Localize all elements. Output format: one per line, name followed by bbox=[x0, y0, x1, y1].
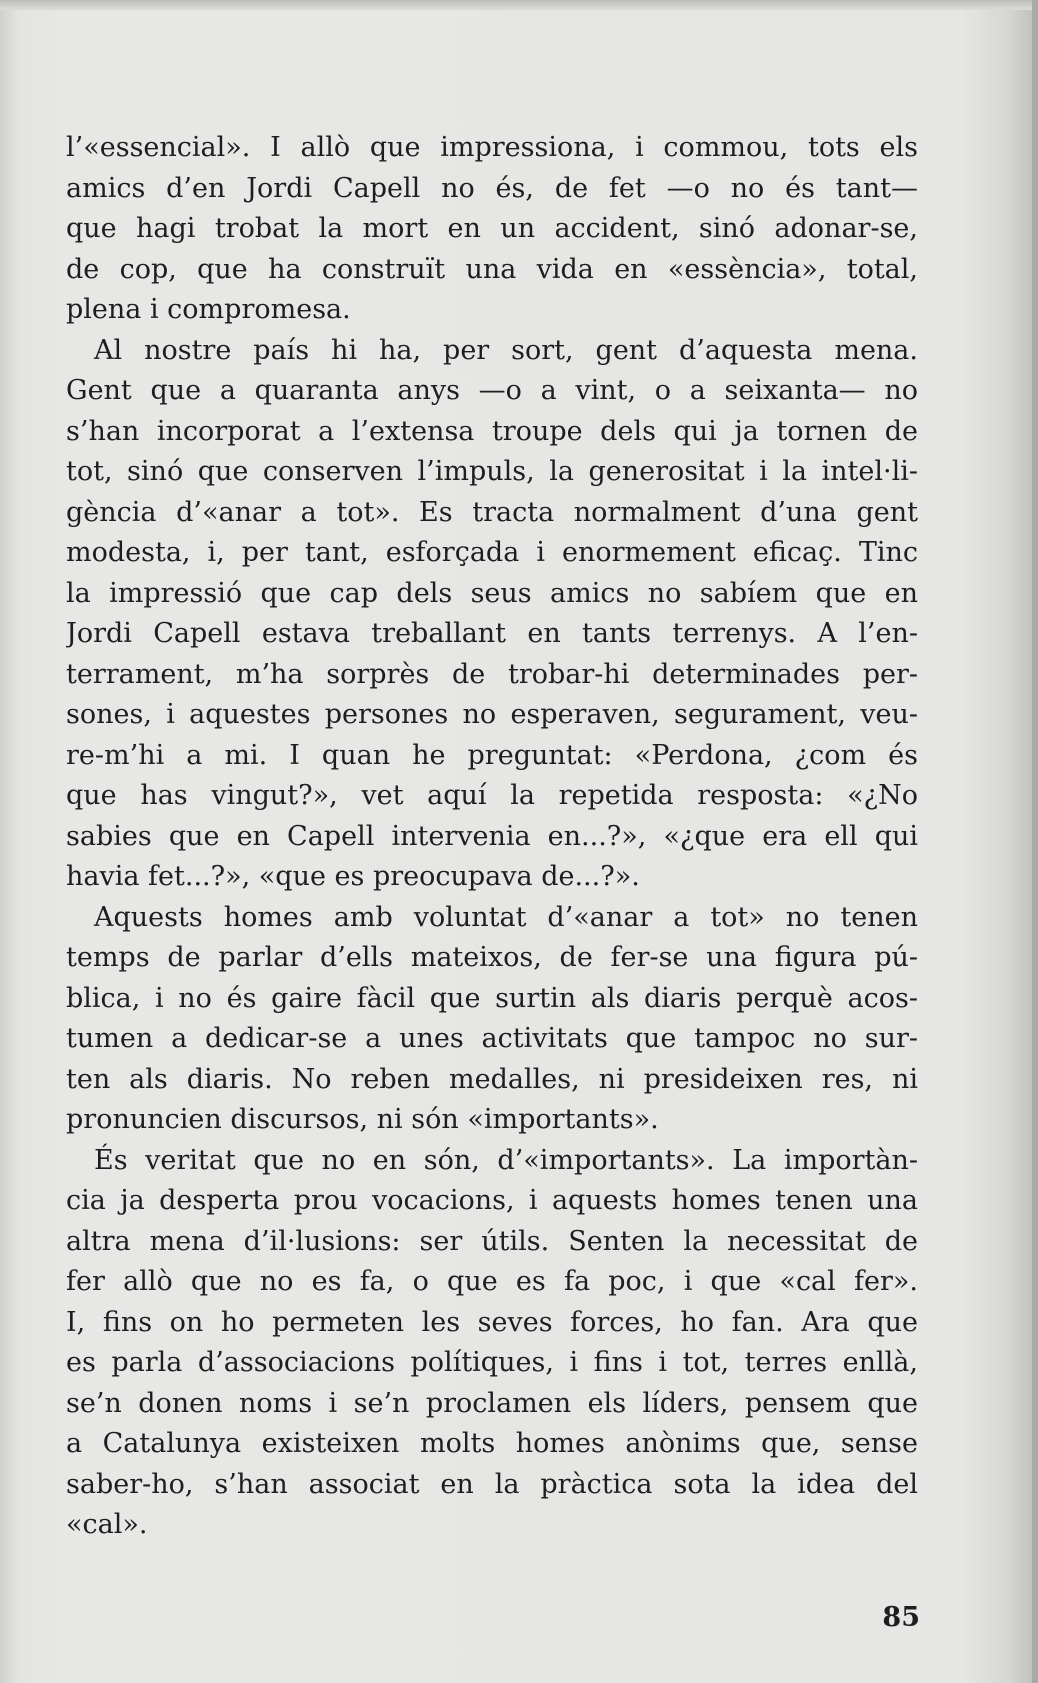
text-line: cia ja desperta prou vocacions, i aquests homes tenen una bbox=[66, 1185, 918, 1216]
text-line: fer allò que no es fa, o que es fa poc, i que «cal fer». bbox=[66, 1266, 918, 1297]
text-line: gència d’«anar a tot». Es tracta normalment d’una gent bbox=[66, 496, 918, 528]
text-line: sabies que en Capell intervenia en...?», «¿que era ell qui bbox=[66, 820, 918, 852]
text-line: I, fins on ho permeten les seves forces, ho fan. Ara que bbox=[66, 1306, 918, 1338]
text-line: tumen a dedicar-se a unes activitats que tampoc no sur- bbox=[66, 1023, 918, 1054]
text-line: havia fet...?», «que es preocupava de...?». bbox=[66, 861, 640, 892]
text-line: Jordi Capell estava treballant en tants terrenys. A l’en- bbox=[66, 618, 918, 649]
text-line: Al nostre país hi ha, per sort, gent d’aquesta mena. bbox=[94, 334, 918, 366]
text-line: se’n donen noms i se’n proclamen els líders, pensem que bbox=[66, 1387, 918, 1419]
page-top-edge bbox=[0, 0, 1038, 10]
text-line: amics d’en Jordi Capell no és, de fet —o no és tant— bbox=[66, 172, 918, 204]
page-number: 85 bbox=[882, 1602, 920, 1633]
text-line: es parla d’associacions polítiques, i fins i tot, terres enllà, bbox=[66, 1347, 918, 1378]
text-line: tot, sinó que conserven l’impuls, la generositat i la intel·li- bbox=[66, 456, 918, 487]
text-line: Aquests homes amb voluntat d’«anar a tot» no tenen bbox=[94, 901, 918, 933]
text-line: És veritat que no en són, d’«importants». La importàn- bbox=[94, 1144, 918, 1176]
text-line: Gent que a quaranta anys —o a vint, o a seixanta— no bbox=[66, 375, 918, 406]
text-line: «cal». bbox=[66, 1509, 148, 1540]
text-line: saber-ho, s’han associat en la pràctica sota la idea del bbox=[66, 1468, 918, 1500]
text-line: l’«essencial». I allò que impressiona, i commou, tots els bbox=[66, 132, 918, 163]
text-line: ten als diaris. No reben medalles, ni presideixen res, ni bbox=[66, 1063, 918, 1095]
page-binding-edge bbox=[1032, 0, 1038, 1683]
text-line: sones, i aquestes persones no esperaven, segurament, veu- bbox=[66, 699, 918, 730]
text-line: pronuncien discursos, ni són «importants». bbox=[66, 1104, 659, 1135]
text-line: modesta, i, per tant, esforçada i enormement eficaç. Tinc bbox=[66, 537, 918, 568]
text-line: que has vingut?», vet aquí la repetida resposta: «¿No bbox=[66, 780, 918, 811]
text-line: que hagi trobat la mort en un accident, sinó adonar-se, bbox=[66, 213, 918, 244]
text-line: re-m’hi a mi. I quan he preguntat: «Perdona, ¿com és bbox=[66, 739, 918, 771]
text-line: s’han incorporat a l’extensa troupe dels qui ja tornen de bbox=[66, 415, 918, 447]
text-line: terrament, m’ha sorprès de trobar-hi determinades per- bbox=[66, 658, 918, 690]
text-line: plena i compromesa. bbox=[66, 294, 351, 325]
text-line: de cop, que ha construït una vida en «essència», total, bbox=[66, 253, 918, 285]
text-line: blica, i no és gaire fàcil que surtin als diaris perquè acos- bbox=[66, 982, 918, 1014]
text-line: la impressió que cap dels seus amics no sabíem que en bbox=[66, 577, 918, 609]
text-line: altra mena d’il·lusions: ser útils. Senten la necessitat de bbox=[66, 1225, 918, 1257]
text-line: a Catalunya existeixen molts homes anònims que, sense bbox=[66, 1428, 918, 1459]
text-line: temps de parlar d’ells mateixos, de fer-se una figura pú- bbox=[66, 942, 918, 973]
body-text bbox=[66, 128, 918, 1546]
